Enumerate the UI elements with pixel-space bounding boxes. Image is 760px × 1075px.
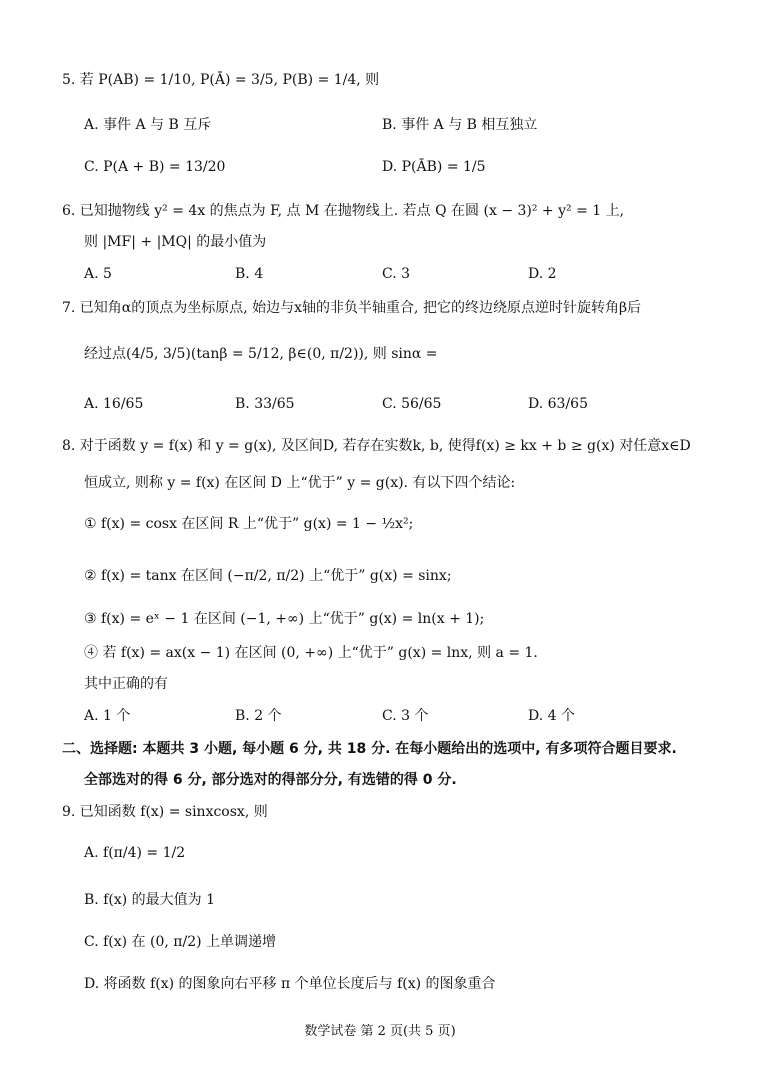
q7-option-b: B. 33/65 (235, 396, 295, 412)
q6-stem-line2: 则 |MF| + |MQ| 的最小值为 (84, 234, 267, 250)
q8-stem-line3: 其中正确的有 (84, 676, 168, 692)
q8-statement-3: ③ f(x) = eˣ − 1 在区间 (−1, +∞) 上“优于” g(x) = ln(x + 1); (84, 611, 485, 627)
q9-option-b: B. f(x) 的最大值为 1 (84, 892, 215, 908)
q8-statement-1: ① f(x) = cosx 在区间 R 上“优于” g(x) = 1 − ½x²; (84, 516, 414, 532)
q8-stem-line2: 恒成立, 则称 y = f(x) 在区间 D 上“优于” y = g(x). 有以下四个结论: (84, 475, 516, 491)
q9-option-d: D. 将函数 f(x) 的图象向右平移 π 个单位长度后与 f(x) 的图象重合 (84, 976, 496, 992)
q8-statement-2: ② f(x) = tanx 在区间 (−π/2, π/2) 上“优于” g(x) = sinx; (84, 568, 452, 584)
q7-option-d: D. 63/65 (528, 396, 588, 412)
q7-stem-line1: 7. 已知角α的顶点为坐标原点, 始边与x轴的非负半轴重合, 把它的终边绕原点逆时针旋转角β后 (62, 300, 642, 316)
q9-stem: 9. 已知函数 f(x) = sinxcosx, 则 (62, 804, 268, 820)
q8-option-d: D. 4 个 (528, 708, 575, 724)
q9-option-c: C. f(x) 在 (0, π/2) 上单调递增 (84, 934, 277, 950)
q8-option-c: C. 3 个 (382, 708, 429, 724)
q7-option-a: A. 16/65 (84, 396, 144, 412)
q5-option-d: D. P(ĀB) = 1/5 (382, 159, 486, 175)
page-footer: 数学试卷 第 2 页(共 5 页) (304, 1024, 456, 1039)
section2-heading-line1: 二、选择题: 本题共 3 小题, 每小题 6 分, 共 18 分. 在每小题给出的选项中, 有多项符合题目要求. (62, 741, 677, 757)
q6-option-b: B. 4 (235, 266, 264, 282)
q8-statement-4: ④ 若 f(x) = ax(x − 1) 在区间 (0, +∞) 上“优于” g(x) = lnx, 则 a = 1. (84, 645, 538, 661)
q5-stem: 5. 若 P(AB) = 1/10, P(Ā) = 3/5, P(B) = 1/4, 则 (62, 72, 380, 88)
q8-option-a: A. 1 个 (84, 708, 131, 724)
q6-option-a: A. 5 (84, 266, 112, 282)
q8-option-b: B. 2 个 (235, 708, 282, 724)
q7-stem-line2: 经过点(4/5, 3/5)(tanβ = 5/12, β∈(0, π/2)), 则 sinα = (84, 346, 438, 362)
q5-option-a: A. 事件 A 与 B 互斥 (84, 117, 212, 133)
section2-heading-line2: 全部选对的得 6 分, 部分选对的得部分分, 有选错的得 0 分. (84, 772, 457, 788)
q5-option-b: B. 事件 A 与 B 相互独立 (382, 117, 538, 133)
q5-option-c: C. P(A + B) = 13/20 (84, 159, 226, 175)
q6-option-d: D. 2 (528, 266, 557, 282)
q6-option-c: C. 3 (382, 266, 411, 282)
q6-stem-line1: 6. 已知抛物线 y² = 4x 的焦点为 F, 点 M 在抛物线上. 若点 Q 在圆 (x − 3)² + y² = 1 上, (62, 203, 625, 219)
q7-option-c: C. 56/65 (382, 396, 442, 412)
q8-stem-line1: 8. 对于函数 y = f(x) 和 y = g(x), 及区间D, 若存在实数k, b, 使得f(x) ≥ kx + b ≥ g(x) 对任意x∈D (62, 438, 691, 454)
q9-option-a: A. f(π/4) = 1/2 (84, 845, 186, 861)
